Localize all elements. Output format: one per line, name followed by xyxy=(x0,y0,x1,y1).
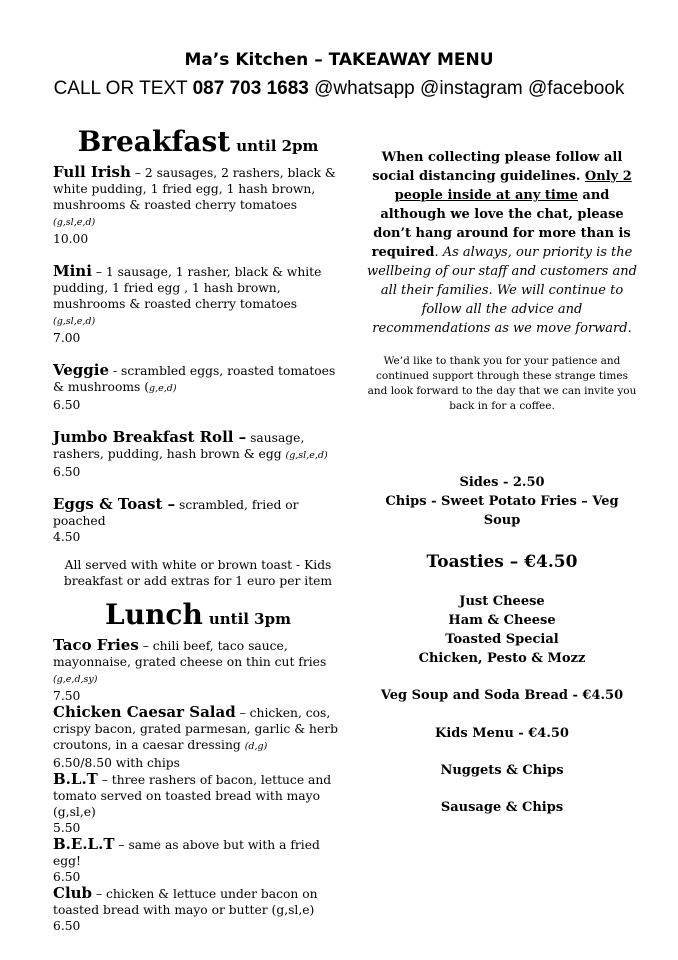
toastie-item: Toasted Special xyxy=(445,632,559,647)
item-price: 4.50 xyxy=(53,530,81,544)
item-price: 6.50/8.50 with chips xyxy=(53,756,180,770)
sides-title: Sides - 2.50 xyxy=(459,475,545,490)
item-price: 7.00 xyxy=(53,331,81,345)
item-price: 5.50 xyxy=(53,821,81,835)
item-price: 6.50 xyxy=(53,465,81,479)
sides-section xyxy=(367,473,637,530)
menu-item-taco-fries: Taco Fries – chili beef, taco sauce, mayonnaise, grated cheese on thin cut fries (g,e,d,sy) 7.50 xyxy=(53,637,343,704)
breakfast-note: All served with white or brown toast - Kids breakfast or add extras for 1 euro per item xyxy=(63,558,333,588)
kids-menu-section xyxy=(367,724,637,817)
toastie-item: Ham & Cheese xyxy=(448,613,556,628)
menu-item-jumbo-roll: Jumbo Breakfast Roll – sausage, rashers, pudding, hash brown & egg (g,sl,e,d) 6.50 xyxy=(53,429,343,480)
kids-item: Sausage & Chips xyxy=(440,800,564,815)
item-price: 6.50 xyxy=(53,398,81,412)
menu-item-veggie: Veggie - scrambled eggs, roasted tomatoes & mushrooms (g,e,d) 6.50 xyxy=(53,362,343,413)
distancing-notice: When collecting please follow all social distancing guidelines. Only 2 people inside at any time and although we love the chat, please don’t hang around for more than is required. As always, our priority is the wellbeing of our staff and customers and all their families. We will continue to follow all the advice and recommendations as we move forward. xyxy=(367,150,637,336)
phone-number[interactable]: 087 703 1683 xyxy=(192,78,309,99)
menu-item-blt: B.L.T – three rashers of bacon, lettuce and tomato served on toasted bread with mayo (g,sl,e) 5.50 xyxy=(53,771,343,836)
menu-item-club: Club – chicken & lettuce under bacon on toasted bread with mayo or butter (g,sl,e) 6.50 xyxy=(53,885,343,934)
breakfast-heading: Breakfast until 2pm xyxy=(77,125,319,158)
toasties-title: Toasties – €4.50 xyxy=(426,552,578,572)
kids-item: Nuggets & Chips xyxy=(440,763,564,778)
menu-item-caesar-salad: Chicken Caesar Salad – chicken, cos, crispy bacon, grated parmesan, garlic & herb croutons, in a caesar dressing (d,g) 6.50/8.50 with chips xyxy=(53,704,343,771)
social-handles[interactable]: @whatsapp @instagram @facebook xyxy=(314,78,625,99)
toastie-item: Chicken, Pesto & Mozz xyxy=(418,651,586,666)
call-label: CALL OR TEXT xyxy=(53,78,188,99)
menu-item-belt: B.E.L.T – same as above but with a fried egg! 6.50 xyxy=(53,836,343,885)
thank-you-note: We’d like to thank you for your patience and continued support through these strange times and look forward to the day that we can invite you back in for a coffee. xyxy=(367,355,637,412)
kids-menu-title: Kids Menu - €4.50 xyxy=(435,726,569,741)
toasties-section xyxy=(367,550,637,668)
item-price: 6.50 xyxy=(53,919,81,933)
item-price: 7.50 xyxy=(53,689,81,703)
lunch-heading: Lunch until 3pm xyxy=(105,598,291,631)
sides-items: Chips - Sweet Potato Fries – Veg Soup xyxy=(385,494,619,528)
right-column xyxy=(367,148,637,817)
menu-title: Ma’s Kitchen – TAKEAWAY MENU xyxy=(184,50,494,70)
item-price: 6.50 xyxy=(53,870,81,884)
menu-item-full-irish: Full Irish – 2 sausages, 2 rashers, black & white pudding, 1 fried egg, 1 hash brown, mushrooms & roasted cherry tomatoes (g,sl,e,d) 10.00 xyxy=(53,164,343,247)
item-price: 10.00 xyxy=(53,232,89,246)
menu-item-mini: Mini – 1 sausage, 1 rasher, black & white pudding, 1 fried egg , 1 hash brown, mushrooms & roasted cherry tomatoes (g,sl,e,d) 7.00 xyxy=(53,263,343,346)
menu-item-eggs-toast: Eggs & Toast – scrambled, fried or poached 4.50 xyxy=(53,496,343,545)
toastie-item: Just Cheese xyxy=(459,594,545,609)
left-column xyxy=(53,124,343,934)
veg-soup-offer: Veg Soup and Soda Bread - €4.50 xyxy=(380,688,624,703)
contact-line xyxy=(0,78,678,100)
